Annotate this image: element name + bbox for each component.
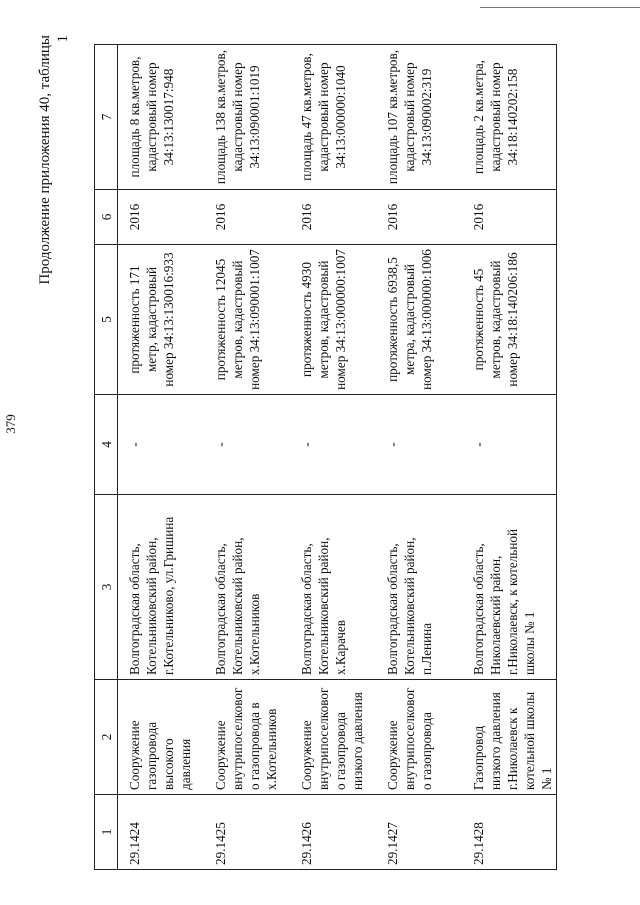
column-header: 3 [95, 495, 118, 680]
table-row [384, 45, 470, 870]
object-name: Сооружение внутрипоселкового газопровода [384, 680, 470, 795]
object-location: Волгоградская область, Котельниковский район, п.Ленина [384, 495, 470, 680]
land-plot-info: площадь 47 кв.метров, кадастровый номер 34:13:000000:1040 [298, 45, 384, 190]
object-location: Волгоградская область, Николаевский район, г.Николаевск, к котельной школы № 1 [470, 495, 557, 680]
page-number: 379 [3, 414, 18, 434]
object-location: Волгоградская область, Котельниковский район, х.Карачев [298, 495, 384, 680]
table-row [212, 45, 298, 870]
year: 2016 [384, 190, 470, 245]
object-name: Сооружение газопровода высокого давления [118, 680, 213, 795]
land-plot-info: площадь 138 кв.метров, кадастровый номер 34:13:090001:1019 [212, 45, 298, 190]
register-code: 29.1427 [384, 795, 470, 870]
object-name: Сооружение внутрипоселкового газопровода в х.Котельников [212, 680, 298, 795]
year: 2016 [298, 190, 384, 245]
land-plot-info: площадь 2 кв.метра, кадастровый номер 34:18:140202:158 [470, 45, 557, 190]
column-4-value: - [470, 395, 557, 495]
column-header: 4 [95, 395, 118, 495]
register-table [94, 44, 557, 870]
technical-characteristics: протяженность 6938,5 метра, кадастровый номер 34:13:000000:1006 [384, 245, 470, 395]
object-name: Газопровод низкого давления г.Николаевск к котельной школы № 1 [470, 680, 557, 795]
column-4-value: - [298, 395, 384, 495]
technical-characteristics: протяженность 12045 метров, кадастровый номер 34:13:090001:1007 [212, 245, 298, 395]
table-row [470, 45, 557, 870]
year: 2016 [470, 190, 557, 245]
column-4-value: - [384, 395, 470, 495]
header-rule [480, 7, 640, 8]
column-header: 2 [95, 680, 118, 795]
table-row [118, 45, 213, 870]
land-plot-info: площадь 8 кв.метров, кадастровый номер 34:13:130017:948 [118, 45, 213, 190]
rotated-page [0, 20, 640, 885]
column-header: 1 [95, 795, 118, 870]
column-number-row [95, 45, 118, 870]
land-plot-info: площадь 107 кв.метров, кадастровый номер 34:13:090002:319 [384, 45, 470, 190]
object-name: Сооружение внутрипоселкового газопровода низкого давления [298, 680, 384, 795]
year: 2016 [212, 190, 298, 245]
register-code: 29.1425 [212, 795, 298, 870]
column-4-value: - [118, 395, 213, 495]
year: 2016 [118, 190, 213, 245]
object-location: Волгоградская область, Котельниковский район, х.Котельников [212, 495, 298, 680]
technical-characteristics: протяженность 45 метров, кадастровый номер 34:18:140206:186 [470, 245, 557, 395]
column-4-value: - [212, 395, 298, 495]
register-code: 29.1426 [298, 795, 384, 870]
register-code: 29.1424 [118, 795, 213, 870]
technical-characteristics: протяженность 4930 метров, кадастровый номер 34:13:000000:1007 [298, 245, 384, 395]
appendix-heading: Продолжение приложения 40, таблицы 1 [37, 35, 71, 285]
technical-characteristics: протяженность 171 метр, кадастровый номер 34:13:130016:933 [118, 245, 213, 395]
register-code: 29.1428 [470, 795, 557, 870]
table-row [298, 45, 384, 870]
column-header: 7 [95, 45, 118, 190]
column-header: 5 [95, 245, 118, 395]
object-location: Волгоградская область, Котельниковский район, г.Котельниково, ул.Гришина [118, 495, 213, 680]
column-header: 6 [95, 190, 118, 245]
